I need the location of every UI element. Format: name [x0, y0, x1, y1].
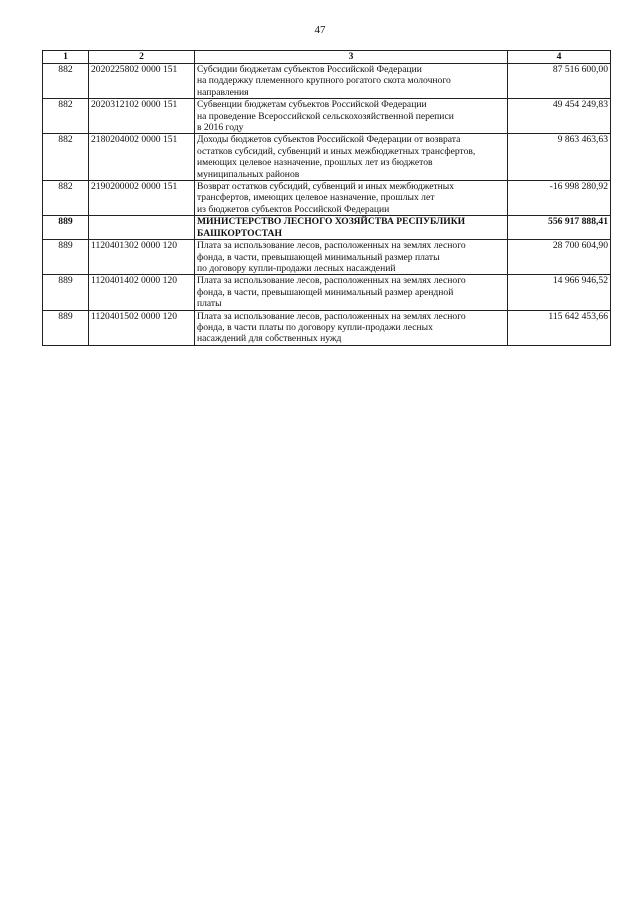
budget-code-cell	[89, 216, 195, 240]
column-header-3: 3	[195, 51, 508, 64]
table-row	[43, 310, 611, 345]
amount-cell: 28 700 604,90	[508, 240, 611, 275]
page-number: 47	[314, 24, 326, 36]
description-cell: Субвенции бюджетам субъектов Российской Федерации на проведение Всероссийской сельскохозяйственной переписи в 2016 году	[195, 99, 508, 134]
table-row	[43, 240, 611, 275]
admin-code-cell: 882	[43, 181, 89, 216]
amount-cell: 115 642 453,66	[508, 310, 611, 345]
table-row-ministry-total	[43, 216, 611, 240]
column-header-1: 1	[43, 51, 89, 64]
table-row	[43, 64, 611, 99]
admin-code-cell: 882	[43, 99, 89, 134]
admin-code-cell: 882	[43, 134, 89, 181]
description-cell: Доходы бюджетов субъектов Российской Федерации от возврата остатков субсидий, субвенций и иных межбюджетных трансфертов, имеющих целевое назначение, прошлых лет из бюджетов муниципальных районов	[195, 134, 508, 181]
budget-code-cell: 1120401402 0000 120	[89, 275, 195, 310]
admin-code-cell: 889	[43, 310, 89, 345]
amount-cell: 14 966 946,52	[508, 275, 611, 310]
amount-cell: 9 863 463,63	[508, 134, 611, 181]
header-row	[43, 51, 611, 64]
description-cell: Плата за использование лесов, расположенных на землях лесного фонда, в части платы по договору купли-продажи лесных насаждений для собственных нужд	[195, 310, 508, 345]
description-cell: Плата за использование лесов, расположенных на землях лесного фонда, в части, превышающей минимальный размер платы по договору купли-продажи лесных насаждений	[195, 240, 508, 275]
budget-code-cell: 2020312102 0000 151	[89, 99, 195, 134]
budget-table	[42, 50, 611, 346]
table-row	[43, 134, 611, 181]
amount-cell: -16 998 280,92	[508, 181, 611, 216]
budget-code-cell: 2020225802 0000 151	[89, 64, 195, 99]
table-row	[43, 99, 611, 134]
amount-cell: 87 516 600,00	[508, 64, 611, 99]
amount-cell: 556 917 888,41	[508, 216, 611, 240]
description-cell: МИНИСТЕРСТВО ЛЕСНОГО ХОЗЯЙСТВА РЕСПУБЛИКИ БАШКОРТОСТАН	[195, 216, 508, 240]
budget-code-cell: 2180204002 0000 151	[89, 134, 195, 181]
description-cell: Субсидии бюджетам субъектов Российской Федерации на поддержку племенного крупного рогатого скота молочного направления	[195, 64, 508, 99]
table-row	[43, 181, 611, 216]
budget-code-cell: 1120401302 0000 120	[89, 240, 195, 275]
budget-code-cell: 1120401502 0000 120	[89, 310, 195, 345]
admin-code-cell: 889	[43, 216, 89, 240]
table-row	[43, 275, 611, 310]
admin-code-cell: 889	[43, 240, 89, 275]
admin-code-cell: 889	[43, 275, 89, 310]
admin-code-cell: 882	[43, 64, 89, 99]
description-cell: Возврат остатков субсидий, субвенций и иных межбюджетных трансфертов, имеющих целевое назначение, прошлых лет из бюджетов субъектов Российской Федерации	[195, 181, 508, 216]
amount-cell: 49 454 249,83	[508, 99, 611, 134]
column-header-4: 4	[508, 51, 611, 64]
column-header-2: 2	[89, 51, 195, 64]
budget-code-cell: 2190200002 0000 151	[89, 181, 195, 216]
description-cell: Плата за использование лесов, расположенных на землях лесного фонда, в части, превышающей минимальный размер арендной платы	[195, 275, 508, 310]
